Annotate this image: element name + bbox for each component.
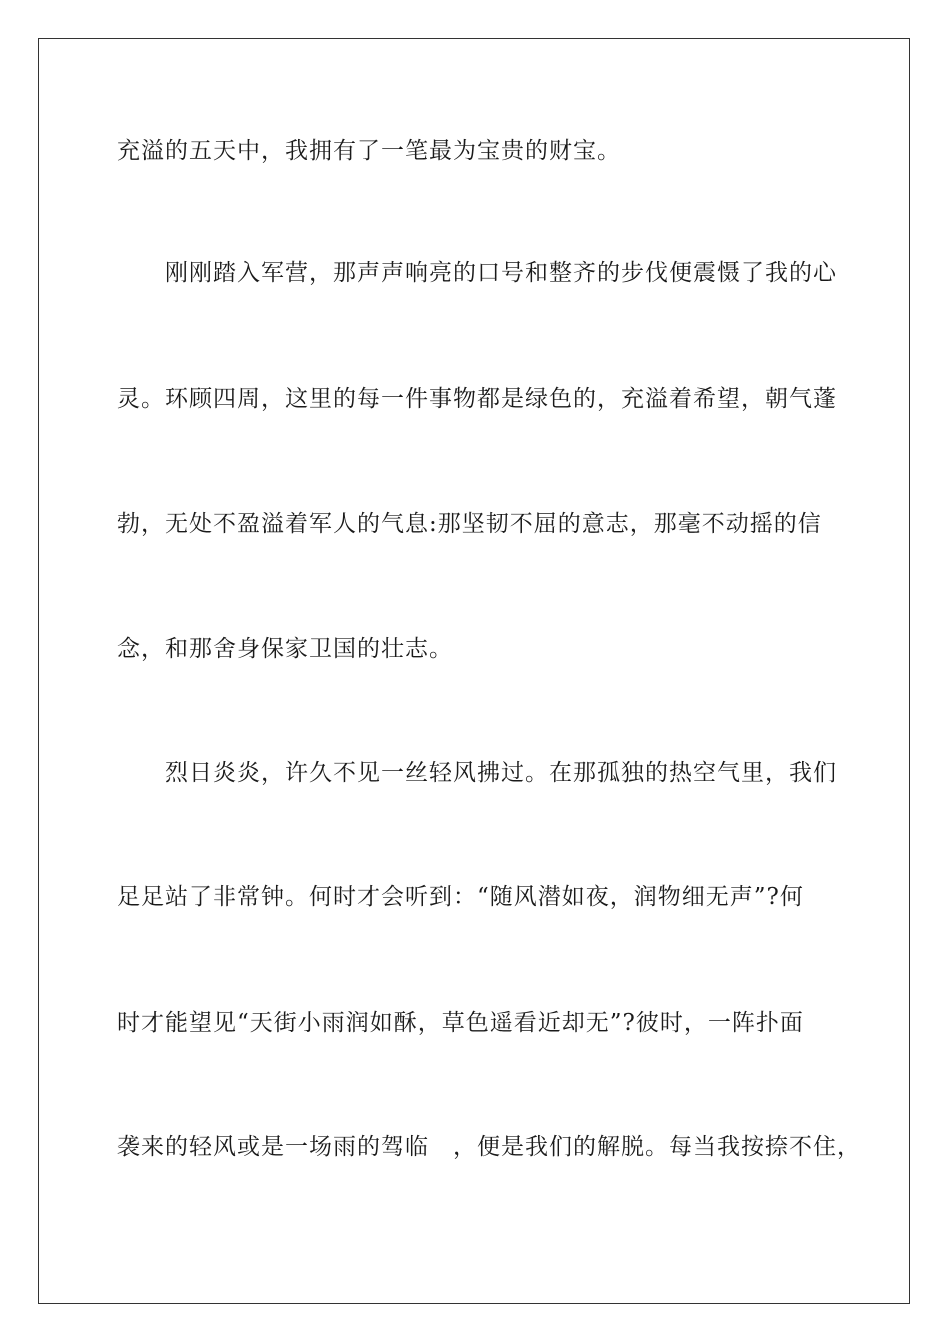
text-line-2: 刚刚踏入军营，那声声响亮的口号和整齐的步伐便震慑了我的心	[165, 260, 837, 286]
text-line-7: 足足站了非常钟。何时才会听到：“随风潜如夜，润物细无声”?何	[117, 884, 804, 910]
page-border	[38, 38, 910, 1304]
text-line-9: 袭来的轻风或是一场雨的驾临 ，便是我们的解脱。每当我按捺不住，	[117, 1134, 861, 1160]
text-line-8: 时才能望见“天街小雨润如酥，草色遥看近却无”?彼时，一阵扑面	[117, 1010, 804, 1036]
text-line-5: 念，和那舍身保家卫国的壮志。	[117, 636, 453, 662]
text-line-3: 灵。环顾四周，这里的每一件事物都是绿色的，充溢着希望，朝气蓬	[117, 386, 837, 412]
text-line-4: 勃，无处不盈溢着军人的气息:那坚韧不屈的意志，那毫不动摇的信	[117, 511, 822, 537]
text-line-6: 烈日炎炎，许久不见一丝轻风拂过。在那孤独的热空气里，我们	[165, 760, 837, 786]
text-line-1: 充溢的五天中，我拥有了一笔最为宝贵的财宝。	[117, 138, 621, 164]
